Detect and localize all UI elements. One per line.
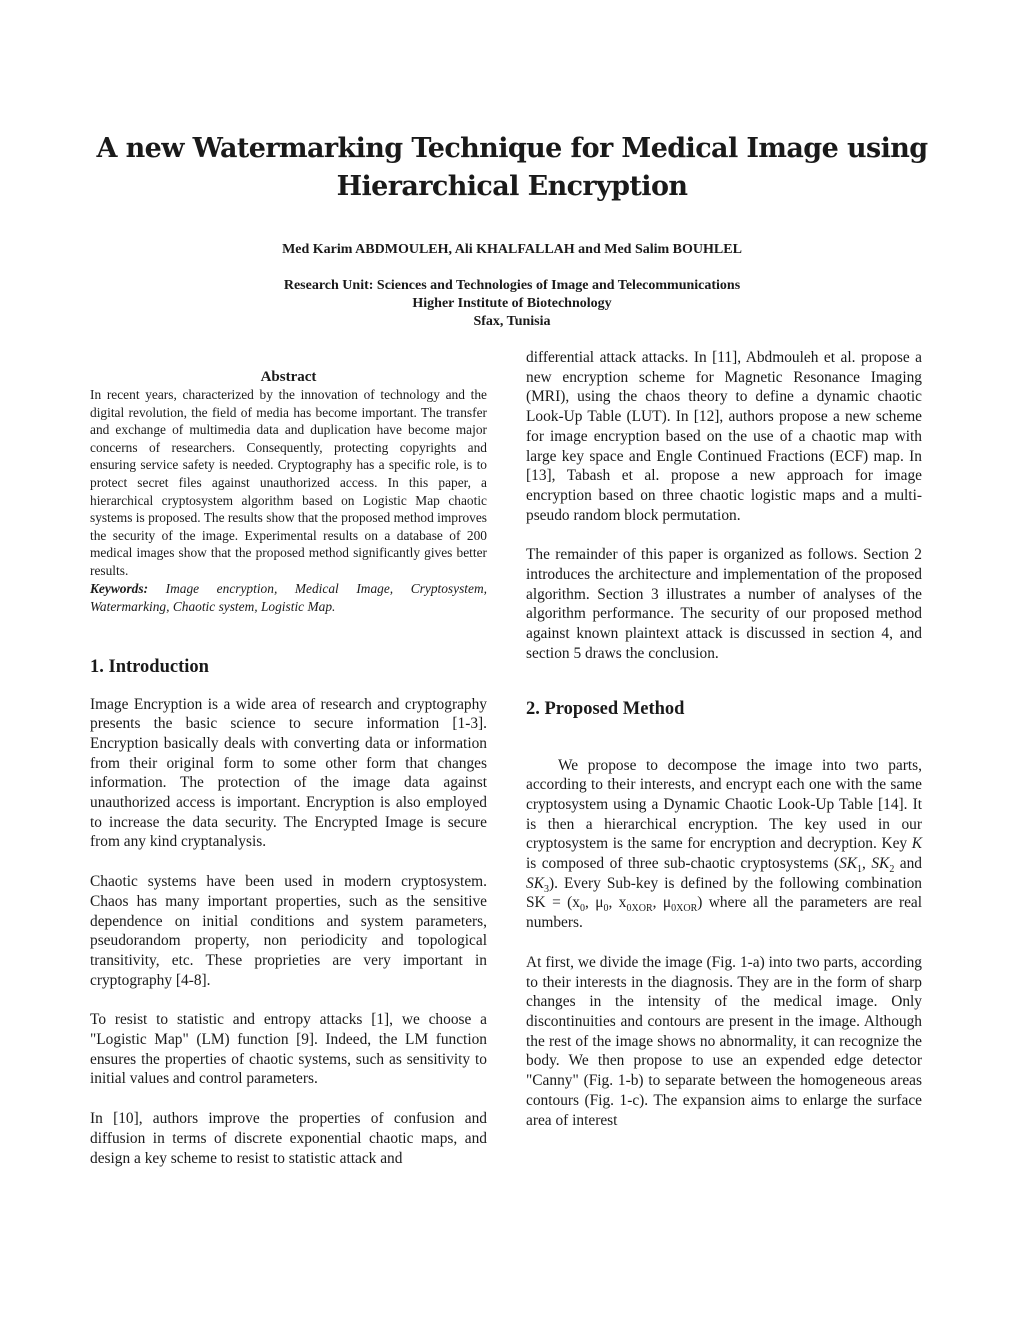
abstract-text: In recent years, characterized by the innovation of technology and the digital revolution, the field of media has become important. The transfer and exchange of multimedia data and duplication have become major concerns of researchers. Consequently, protecting copyrights and ensuring service safety is needed. Cryptography has a specific role, is to protect secret files against unauthorized access. In this paper, a hierarchical cryptosystem algorithm based on Logistic Map chaotic systems is proposed. The results show that the proposed method improves the security of the image. Experimental results on a database of 200 medical images show that the proposed method significantly gives better results.: [90, 387, 487, 578]
section-heading-proposed-method: 2. Proposed Method: [526, 698, 685, 719]
affiliation-unit: Research Unit: Sciences and Technologies of Image and Telecommunications: [283, 278, 741, 293]
method-paragraph-1: We propose to decompose the image into two parts, according to their interests, and encrypt each one with the same cryptosystem using a Dynamic Chaotic Look-Up Table [14]. It is then a hierarchical encryption. The key used in our cryptosystem is the same for encryption and decryption. Key K is composed of three sub-chaotic cryptosystems ($SK_1$, $SK_2$ and $SK_3$). Every Sub-key is defined by the following combination SK = ($x_0$, $\mu_0$, $x_{0XOR}$, $\mu_{0XOR}$) where all the parameters are real numbers.: [526, 756, 923, 932]
affiliation-institute: Higher Institute of Biotechnology: [412, 296, 612, 311]
intro-paragraph-2: Chaotic systems have been used in modern cryptosystem. Chaos has many important properties, such as the sensitive dependence on initial conditions and system parameters, pseudorandom property, non periodicity and topological transitivity, etc. These proprieties are very important in cryptography [4-8].: [90, 873, 487, 989]
keywords-list: Image encryption, Medical Image, Cryptosystem, Watermarking, Chaotic system, Logistic Map.: [90, 580, 487, 614]
intro-paragraph-3: To resist to statistic and entropy attacks [1], we choose a "Logistic Map" (LM) function [9]. Indeed, the LM function ensures the properties of chaotic systems, such as sensitivity to initial values and control parameters.: [90, 1011, 487, 1088]
section-heading-introduction: 1. Introduction: [90, 656, 209, 677]
method-paragraph-2: At first, we divide the image (Fig. 1-a) into two parts, according to their interests in the diagnosis. They are in the form of sharp changes in the intensity of the medical image. Only discontinuities and contours are present in the image. Although the rest of the image shows no abnormality, it can recognize the body. We then propose to use an expended edge detector "Canny" (Fig. 1-b) to separate between the homogeneous areas contours (Fig. 1-c). The expansion aims to enlarge the surface area of interest: [526, 953, 922, 1129]
abstract-heading: Abstract: [260, 369, 317, 385]
right-paragraph-2: The remainder of this paper is organized as follows. Section 2 introduces the architecture and implementation of the proposed algorithm. Section 3 illustrates a number of analyses of the algorithm performance. The security of our proposed method against known plaintext attack is discussed in section 4, and section 5 draws the conclusion.: [526, 546, 922, 662]
keywords: [90, 580, 487, 616]
right-paragraph-1: differential attack attacks. In [11], Abdmouleh et al. propose a new encryption scheme for Magnetic Resonance Imaging (MRI), using the chaos theory to define a dynamic chaotic Look-Up Table (LUT). In [12], authors propose a new scheme for image encryption based on the use of a chaotic map with large key space and Engle Continued Fractions (ECF) map. In [13], Tabash et al. propose a new approach for image encryption based on three chaotic logistic maps and a multi-pseudo random block permutation.: [526, 349, 922, 524]
affiliation: [80, 277, 944, 331]
title-line-1: A new Watermarking Technique for Medical Image using: [96, 133, 928, 164]
title-line-2: Hierarchical Encryption: [336, 171, 688, 202]
intro-paragraph-4: In [10], authors improve the properties of confusion and diffusion in terms of discrete exponential chaotic maps, and design a key scheme to resist to statistic attack and: [90, 1110, 487, 1167]
intro-paragraph-1: Image Encryption is a wide area of research and cryptography presents the basic science to secure information [1-3]. Encryption basically deals with converting data or information from their original form to some other form that changes information. The protection of the image data against unauthorized access is important. Encryption is also employed to increase the data security. The Encrypted Image is secure from any kind cryptanalysis.: [90, 695, 487, 851]
affiliation-location: Sfax, Tunisia: [473, 314, 551, 329]
left-column: [90, 368, 487, 1168]
keywords-label: Keywords:: [90, 580, 149, 596]
paper-title: [80, 130, 944, 206]
key-symbol: K: [911, 835, 922, 853]
authors: Med Karim ABDMOULEH, Ali KHALFALLAH and Med Salim BOUHLEL: [282, 242, 742, 257]
right-column: [526, 348, 922, 1130]
